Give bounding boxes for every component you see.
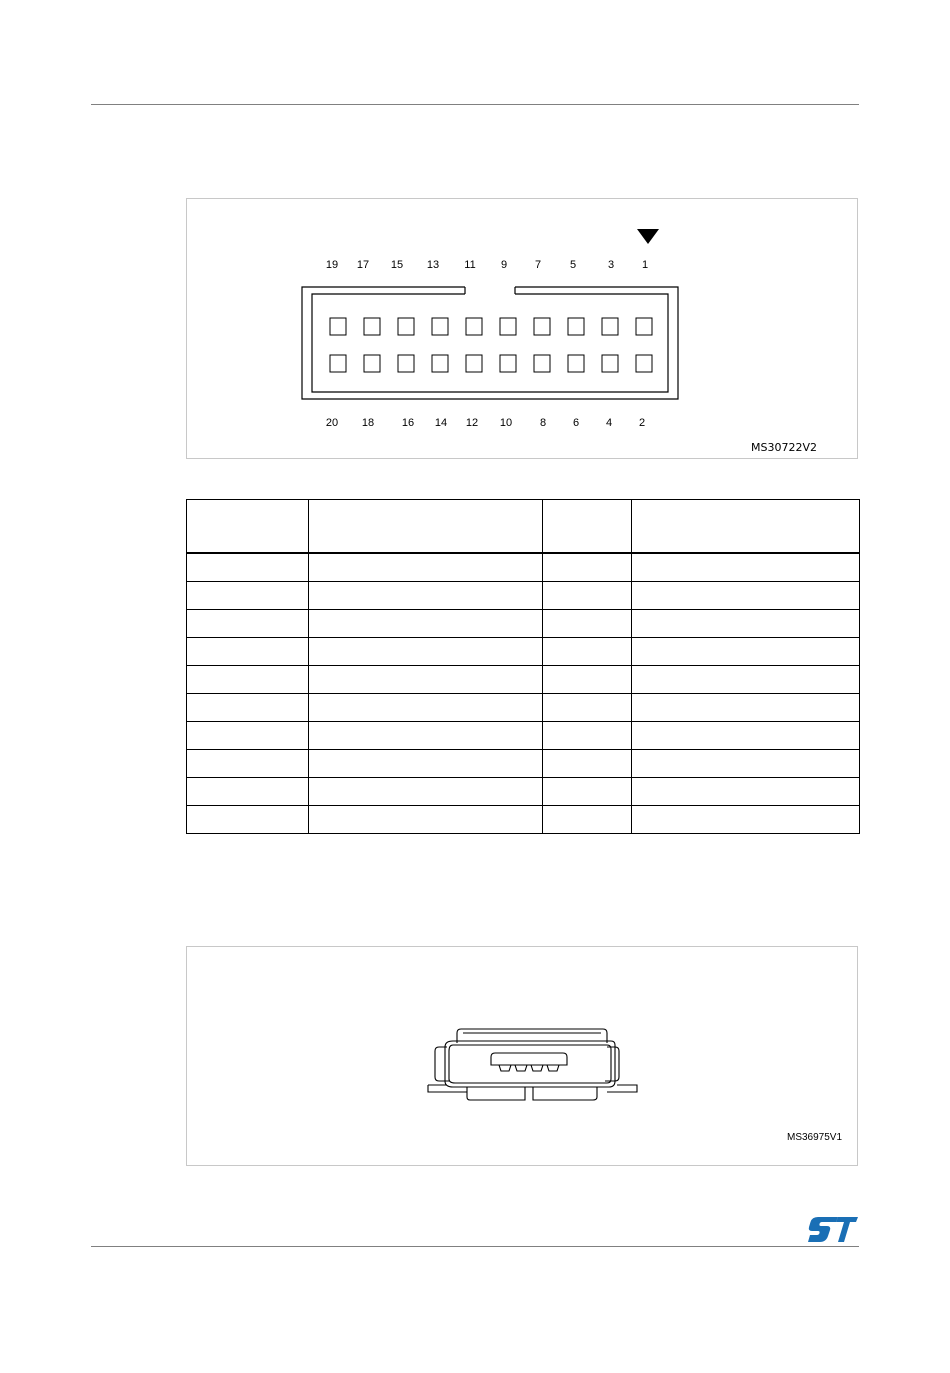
table-cell [309,638,543,666]
pin-label-bottom: 12 [465,417,479,429]
table-row [187,638,860,666]
pin-label-top: 3 [607,259,615,271]
table-row [187,582,860,610]
pin-label-top: 11 [464,259,476,271]
pin-label-bottom: 4 [605,417,613,429]
table-cell [543,610,632,638]
table-cell [543,694,632,722]
pin-label-top: 7 [534,259,542,271]
table-cell [309,806,543,834]
table-cell [187,750,309,778]
table-cell [543,666,632,694]
pin-label-bottom: 16 [401,417,415,429]
table-cell [187,610,309,638]
pin-pad [398,318,414,335]
table-cell [187,666,309,694]
table-header-cell [543,500,632,554]
table-cell [543,638,632,666]
table-cell [309,666,543,694]
table-cell [309,694,543,722]
pin-pad [432,318,448,335]
table-cell [632,750,860,778]
header-rule [91,104,859,105]
table-row [187,553,860,582]
pin-label-bottom: 2 [638,417,646,429]
pin-label-top: 19 [325,259,339,271]
table-cell [309,778,543,806]
table-header-cell [187,500,309,554]
pin-pad [432,355,448,372]
table-cell [543,750,632,778]
pin-label-top: 5 [569,259,577,271]
pin-label-bottom: 18 [361,417,375,429]
figure-id: MS36975V1 [787,1132,843,1143]
pin-pad [364,318,380,335]
pin-pad [466,318,482,335]
table-header-cell [309,500,543,554]
pin-pad [568,318,584,335]
table-row [187,806,860,834]
pin-pad [500,318,516,335]
pin-label-top: 1 [641,259,649,271]
table-cell [309,582,543,610]
table-cell [187,638,309,666]
pin-pad [330,355,346,372]
table-cell [187,722,309,750]
table-cell [309,553,543,582]
pin-label-top: 15 [390,259,404,271]
usb-connector-drawing [187,947,859,1167]
usb-connector-figure [186,946,858,1166]
table-cell [309,610,543,638]
table-cell [309,750,543,778]
table-header-cell [632,500,860,554]
connector-housing-inner [312,294,668,392]
table-cell [309,722,543,750]
table-row [187,666,860,694]
pin-pad [602,355,618,372]
table-cell [632,806,860,834]
pin-label-top: 17 [356,259,370,271]
table-cell [543,582,632,610]
table-cell [632,778,860,806]
table-row [187,750,860,778]
pin-pad [636,318,652,335]
pin-pad [500,355,516,372]
table-row [187,722,860,750]
table-cell [187,778,309,806]
pin-label-bottom: 8 [539,417,547,429]
pin-pad [364,355,380,372]
table-cell [187,582,309,610]
table-cell [543,806,632,834]
table-cell [543,778,632,806]
pin-label-top: 13 [426,259,440,271]
pin-pad [534,355,550,372]
table-row [187,778,860,806]
pin-pad [602,318,618,335]
pin-pad [398,355,414,372]
jtag-connector-figure [186,198,858,459]
table-cell [632,722,860,750]
table-cell [187,694,309,722]
table-cell [632,582,860,610]
pin-pad [466,355,482,372]
table-cell [543,553,632,582]
connector-key-notch [465,287,515,294]
pin-pad [534,318,550,335]
pin-label-bottom: 10 [499,417,513,429]
pin-label-top: 9 [500,259,508,271]
pin-label-bottom: 20 [325,417,339,429]
pin-pad [636,355,652,372]
footer-rule [91,1246,859,1247]
table-header-row [187,500,860,554]
table-cell [187,553,309,582]
pin-label-bottom: 14 [434,417,448,429]
table-cell [187,806,309,834]
table-cell [632,638,860,666]
connector-housing-outer [302,287,678,399]
jtag-connector-drawing [187,199,859,460]
pin1-marker-icon [637,229,659,244]
table-row [187,694,860,722]
pinout-table [186,499,860,834]
table-cell [632,694,860,722]
table-row [187,610,860,638]
table-cell [543,722,632,750]
st-logo-icon [806,1216,858,1244]
usb-connector-outline [428,1029,637,1100]
pin-pad [568,355,584,372]
table-cell [632,610,860,638]
table-cell [632,666,860,694]
pin-pad [330,318,346,335]
pin-label-bottom: 6 [572,417,580,429]
figure-id: MS30722V2 [751,441,817,454]
table-cell [632,553,860,582]
